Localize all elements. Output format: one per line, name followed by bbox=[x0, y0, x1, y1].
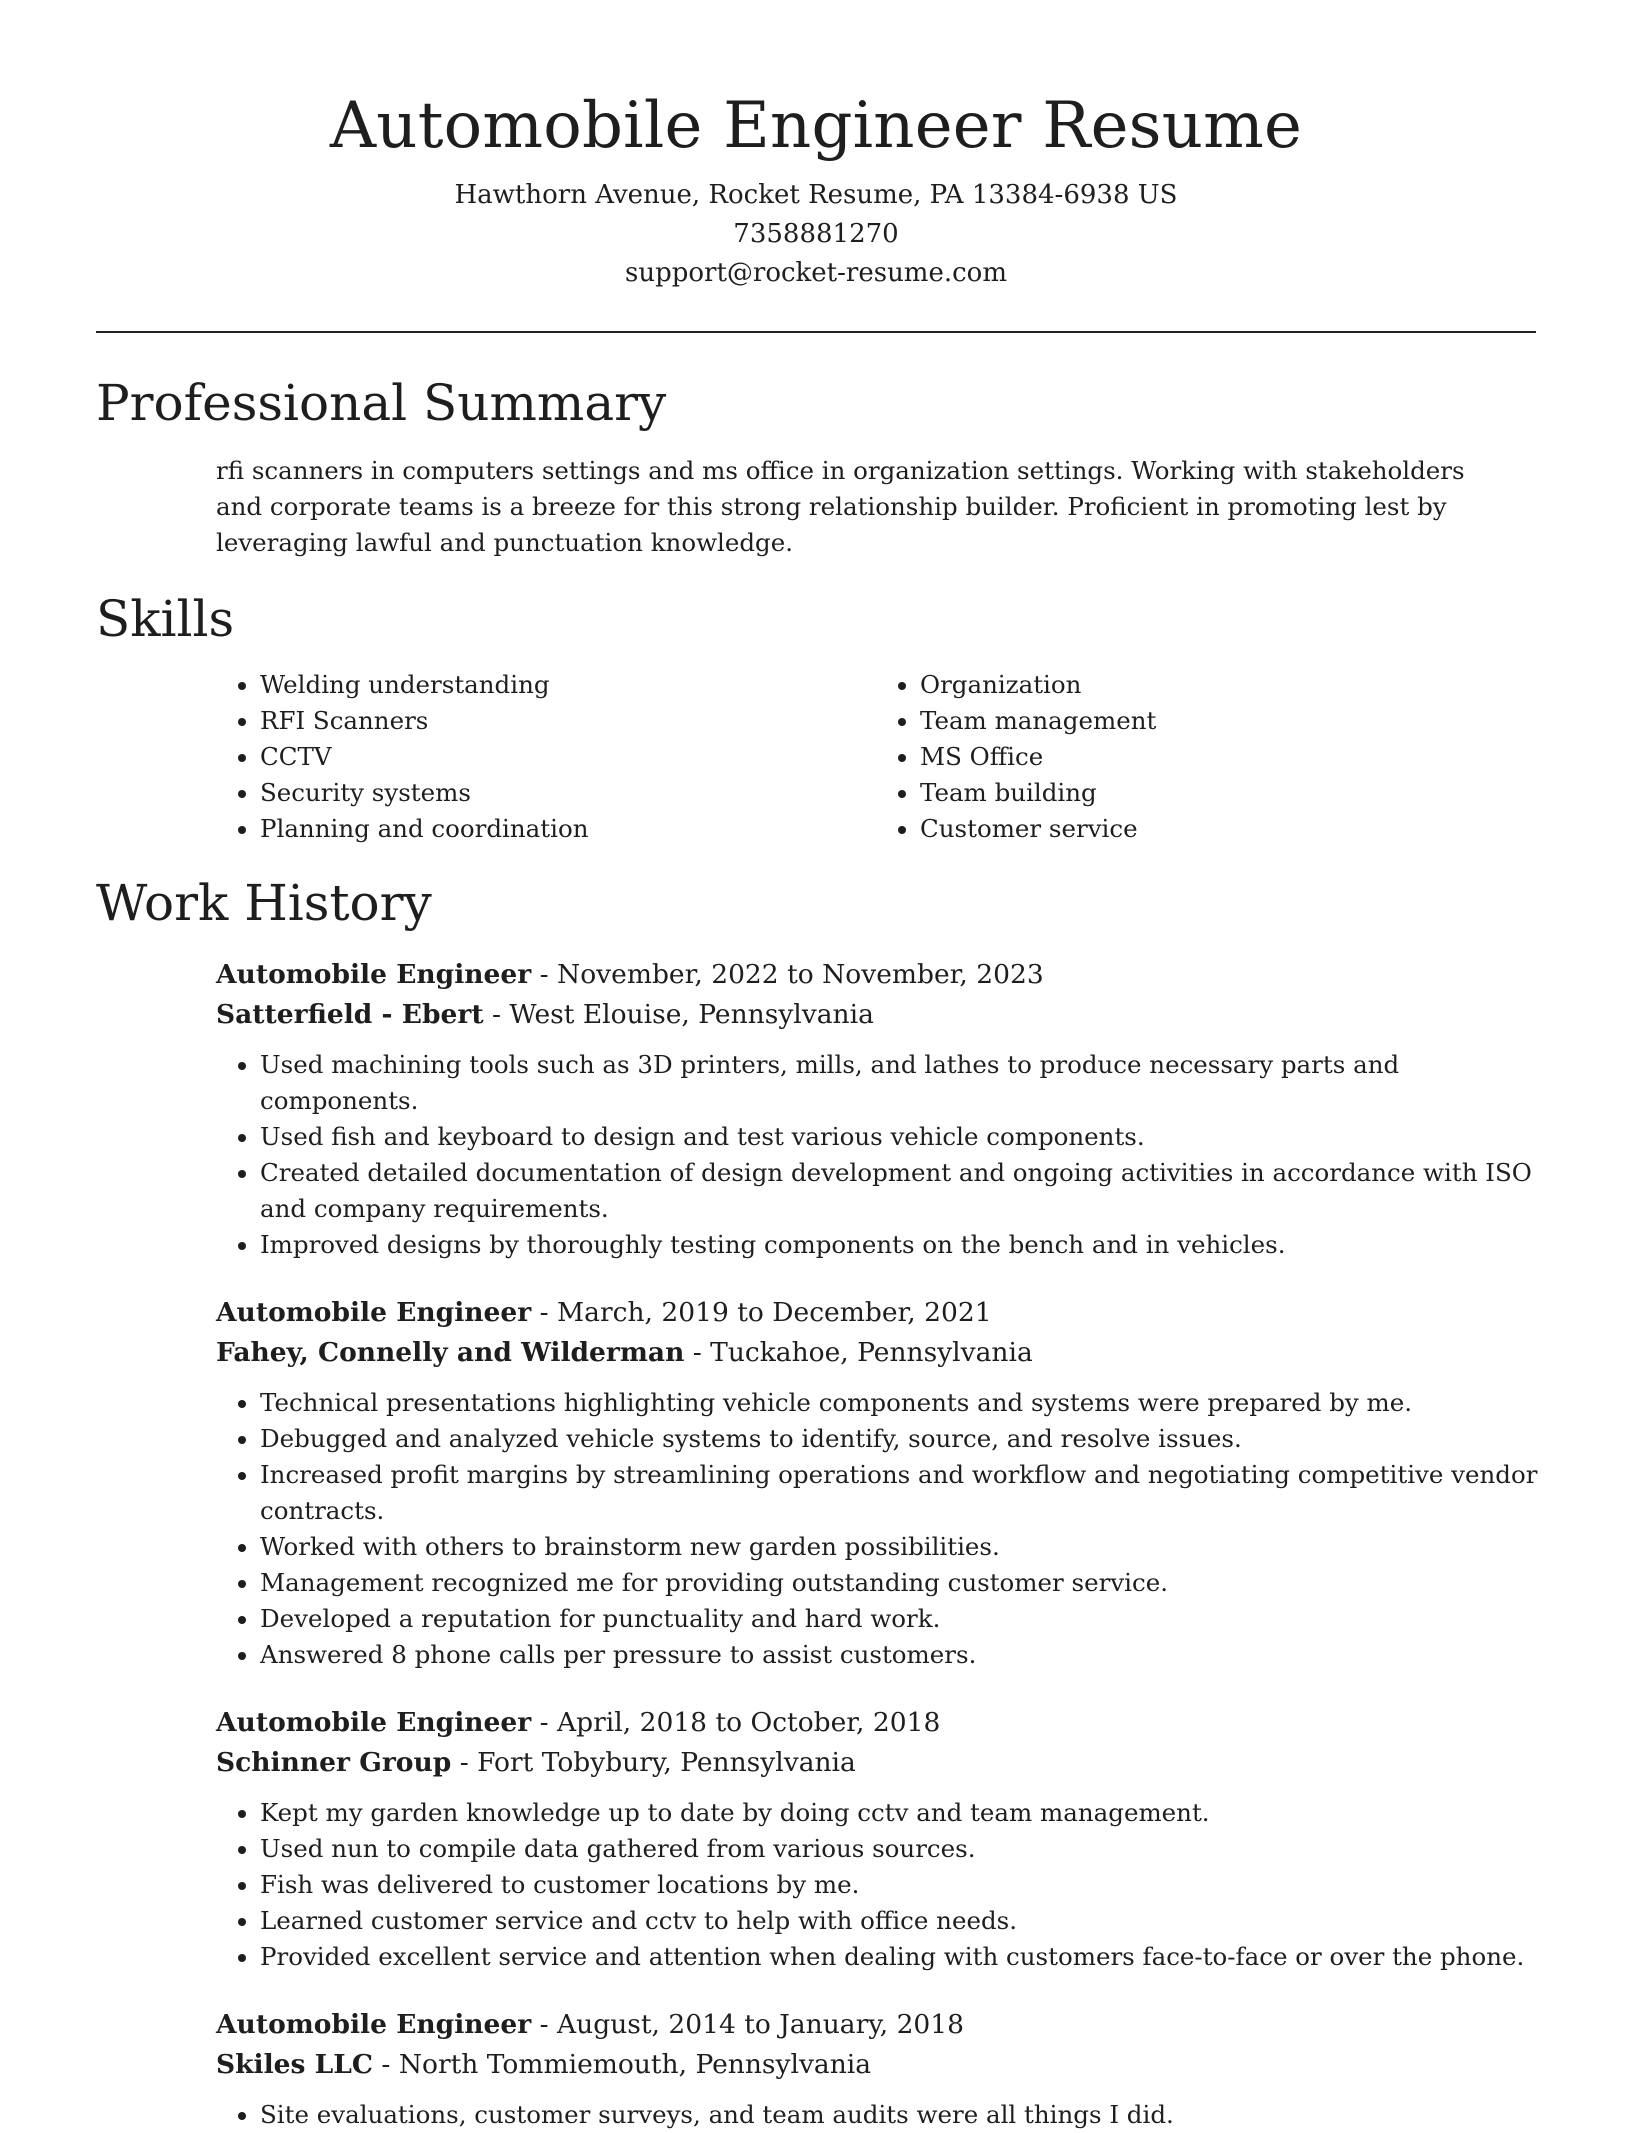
job-bullet: • Improved designs by thoroughly testing components on the bench and in vehicles. bbox=[260, 1227, 1540, 1263]
job-location: Tuckahoe, Pennsylvania bbox=[710, 1337, 1033, 1368]
skill-item: • Security systems bbox=[260, 775, 876, 811]
contact-phone: 7358881270 bbox=[733, 219, 899, 249]
skill-item: • Team building bbox=[920, 775, 1536, 811]
summary-heading: Professional Summary bbox=[96, 374, 667, 432]
job-title-line bbox=[216, 1293, 1536, 1333]
skill-item: • CCTV bbox=[260, 739, 876, 775]
job-entry bbox=[216, 1703, 1536, 1975]
job-bullet: • Used fish and keyboard to design and test various vehicle components. bbox=[260, 1119, 1540, 1155]
job-company: Skiles LLC bbox=[216, 2049, 373, 2080]
job-company: Satterfield - Ebert bbox=[216, 999, 484, 1030]
job-dates: March, 2019 to December, 2021 bbox=[557, 1297, 992, 1328]
work-history-heading: Work History bbox=[96, 874, 432, 932]
resume-title: Automobile Engineer Resume bbox=[329, 89, 1303, 163]
job-company: Schinner Group bbox=[216, 1747, 452, 1778]
job-bullet: • Worked with others to brainstorm new garden possibilities. bbox=[260, 1529, 1540, 1565]
skills-section bbox=[96, 589, 1536, 847]
job-dates: November, 2022 to November, 2023 bbox=[557, 959, 1044, 990]
job-bullet-list bbox=[216, 1795, 1540, 1975]
job-bullet: • Answered 8 phone calls per pressure to assist customers. bbox=[260, 1637, 1540, 1673]
skill-item: • Planning and coordination bbox=[260, 811, 876, 847]
job-separator: - bbox=[531, 1297, 558, 1328]
professional-summary-section bbox=[96, 373, 1536, 561]
contact-block bbox=[96, 176, 1536, 293]
job-separator: - bbox=[451, 1747, 478, 1778]
skill-item: • Welding understanding bbox=[260, 667, 876, 703]
job-bullet: • Used nun to compile data gathered from various sources. bbox=[260, 1831, 1540, 1867]
job-location: North Tommiemouth, Pennsylvania bbox=[398, 2049, 872, 2080]
job-list bbox=[96, 955, 1536, 2133]
job-title-line bbox=[216, 1703, 1536, 1743]
skill-item: • RFI Scanners bbox=[260, 703, 876, 739]
job-separator: - bbox=[531, 2009, 558, 2040]
job-location: West Elouise, Pennsylvania bbox=[509, 999, 874, 1030]
job-separator: - bbox=[531, 1707, 558, 1738]
skills-list-right bbox=[876, 667, 1536, 847]
contact-address: Hawthorn Avenue, Rocket Resume, PA 13384-6938 US bbox=[454, 180, 1178, 210]
summary-text: rfi scanners in computers settings and ms office in organization settings. Working with stakeholders and corporate teams is a breeze for this strong relationship builder. Proficient in promoting lest by leveraging lawful and punctuation knowledge. bbox=[216, 456, 1465, 557]
skill-item: • MS Office bbox=[920, 739, 1536, 775]
job-company-line bbox=[216, 995, 1536, 1035]
job-bullet: • Technical presentations highlighting vehicle components and systems were prepared by me. bbox=[260, 1385, 1540, 1421]
job-title: Automobile Engineer bbox=[216, 959, 532, 990]
job-bullet: • Developed a reputation for punctuality and hard work. bbox=[260, 1601, 1540, 1637]
job-bullet: • Site evaluations, customer surveys, and team audits were all things I did. bbox=[260, 2097, 1540, 2133]
skills-heading: Skills bbox=[96, 590, 235, 648]
skills-columns bbox=[216, 667, 1536, 847]
job-bullet: • Provided excellent service and attention when dealing with customers face-to-face or over the phone. bbox=[260, 1939, 1540, 1975]
skill-item: • Customer service bbox=[920, 811, 1536, 847]
job-bullet-list bbox=[216, 1047, 1540, 1263]
job-bullet: • Debugged and analyzed vehicle systems to identify, source, and resolve issues. bbox=[260, 1421, 1540, 1457]
job-company-line bbox=[216, 2045, 1536, 2085]
job-title-line bbox=[216, 955, 1536, 995]
job-separator: - bbox=[684, 1337, 711, 1368]
job-bullet: • Created detailed documentation of design development and ongoing activities in accordance with ISO and company requirements. bbox=[260, 1155, 1540, 1227]
work-history-section bbox=[96, 873, 1536, 2133]
resume-header bbox=[96, 0, 1536, 293]
job-bullet-list bbox=[216, 1385, 1540, 1673]
job-bullet: • Used machining tools such as 3D printers, mills, and lathes to produce necessary parts and components. bbox=[260, 1047, 1540, 1119]
job-title-line bbox=[216, 2005, 1536, 2045]
job-separator: - bbox=[531, 959, 558, 990]
job-separator: - bbox=[483, 999, 510, 1030]
header-divider bbox=[96, 331, 1536, 333]
contact-email: support@rocket-resume.com bbox=[624, 258, 1007, 288]
job-bullet: • Learned customer service and cctv to help with office needs. bbox=[260, 1903, 1540, 1939]
job-bullet: • Management recognized me for providing outstanding customer service. bbox=[260, 1565, 1540, 1601]
job-dates: August, 2014 to January, 2018 bbox=[557, 2009, 965, 2040]
resume-page bbox=[96, 0, 1536, 2133]
job-bullet: • Kept my garden knowledge up to date by doing cctv and team management. bbox=[260, 1795, 1540, 1831]
job-bullet: • Increased profit margins by streamlining operations and workflow and negotiating competitive vendor contracts. bbox=[260, 1457, 1540, 1529]
job-entry bbox=[216, 2005, 1536, 2133]
skill-item: • Organization bbox=[920, 667, 1536, 703]
job-entry bbox=[216, 955, 1536, 1263]
job-dates: April, 2018 to October, 2018 bbox=[557, 1707, 941, 1738]
job-company-line bbox=[216, 1333, 1536, 1373]
job-company: Fahey, Connelly and Wilderman bbox=[216, 1337, 685, 1368]
job-company-line bbox=[216, 1743, 1536, 1783]
job-bullet-list bbox=[216, 2097, 1540, 2133]
job-location: Fort Tobybury, Pennsylvania bbox=[477, 1747, 856, 1778]
job-entry bbox=[216, 1293, 1536, 1673]
skills-list-left bbox=[216, 667, 876, 847]
job-bullet: • Fish was delivered to customer locations by me. bbox=[260, 1867, 1540, 1903]
skill-item: • Team management bbox=[920, 703, 1536, 739]
job-title: Automobile Engineer bbox=[216, 2009, 532, 2040]
job-separator: - bbox=[373, 2049, 399, 2080]
job-title: Automobile Engineer bbox=[216, 1297, 532, 1328]
job-title: Automobile Engineer bbox=[216, 1707, 532, 1738]
